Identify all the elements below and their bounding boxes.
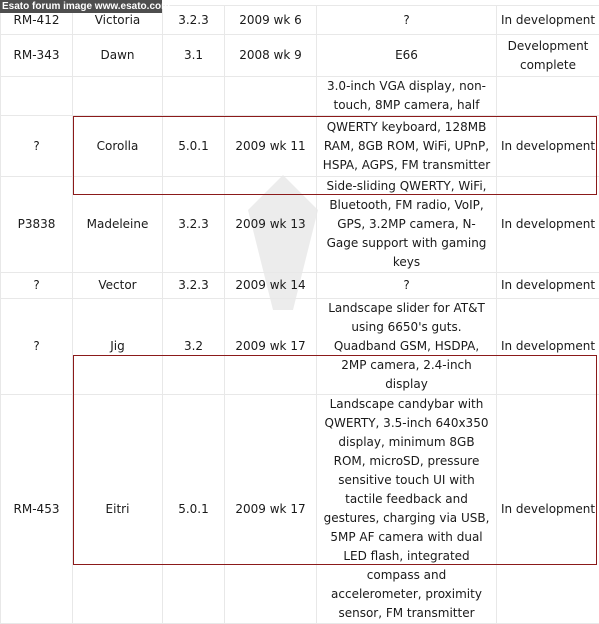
device-description: 3.0-inch VGA display, non-touch, 8MP camera, half <box>317 77 497 116</box>
device-description: ? <box>317 273 497 299</box>
device-description: Landscape candybar with QWERTY, 3.5-inch 640x350 display, minimum 8GB ROM, microSD, pressure sensitive touch UI with tactile feedback and gestures, charging via USB, 5MP AF camera with dual LED flash, integrated compass and accelerometer, proximity sensor, FM transmitter <box>317 395 497 624</box>
dev-status: In development <box>497 6 599 35</box>
device-code: ? <box>1 273 73 299</box>
device-name: Dawn <box>73 35 163 77</box>
device-name: Madeleine <box>73 177 163 273</box>
release-date: 2009 wk 17 <box>225 395 317 624</box>
dev-status: In development <box>497 116 599 177</box>
device-description: QWERTY keyboard, 128MB RAM, 8GB ROM, WiFi, UPnP, HSPA, AGPS, FM transmitter <box>317 116 497 177</box>
device-description: E66 <box>317 35 497 77</box>
device-code: RM-412 <box>1 6 73 35</box>
device-code: RM-343 <box>1 35 73 77</box>
table-row <box>1 77 599 116</box>
device-code: ? <box>1 299 73 395</box>
release-date: 2009 wk 6 <box>225 6 317 35</box>
table-row <box>1 395 599 624</box>
os-version: 5.0.1 <box>163 116 225 177</box>
dev-status: In development <box>497 177 599 273</box>
release-date: 2009 wk 11 <box>225 116 317 177</box>
os-version: 3.2.3 <box>163 177 225 273</box>
device-name: Corolla <box>73 116 163 177</box>
table-row <box>1 299 599 395</box>
table-row <box>1 35 599 77</box>
os-version: 3.2.3 <box>163 273 225 299</box>
device-code <box>1 77 73 116</box>
device-name: Jig <box>73 299 163 395</box>
device-name <box>73 77 163 116</box>
device-name: Eitri <box>73 395 163 624</box>
device-code: RM-453 <box>1 395 73 624</box>
dev-status: In development <box>497 299 599 395</box>
os-version: 3.1 <box>163 35 225 77</box>
device-description: Side-sliding QWERTY, WiFi, Bluetooth, FM radio, VoIP, GPS, 3.2MP camera, N-Gage support with gaming keys <box>317 177 497 273</box>
watermark-banner: Esato forum image www.esato.com <box>0 0 162 13</box>
table-row <box>1 116 599 177</box>
table-row <box>1 273 599 299</box>
device-description: Landscape slider for AT&T using 6650's guts. Quadband GSM, HSDPA, 2MP camera, 2.4-inch display <box>317 299 497 395</box>
device-name: Vector <box>73 273 163 299</box>
os-version: 3.2 <box>163 299 225 395</box>
release-date <box>225 77 317 116</box>
release-date: 2009 wk 17 <box>225 299 317 395</box>
os-version <box>163 77 225 116</box>
release-date: 2008 wk 9 <box>225 35 317 77</box>
device-code: P3838 <box>1 177 73 273</box>
release-date: 2009 wk 13 <box>225 177 317 273</box>
release-date: 2009 wk 14 <box>225 273 317 299</box>
device-description: ? <box>317 6 497 35</box>
device-roadmap-table <box>0 5 599 624</box>
device-name: Victoria <box>73 6 163 35</box>
table-row <box>1 177 599 273</box>
dev-status: Development complete <box>497 35 599 77</box>
dev-status: In development <box>497 273 599 299</box>
device-code: ? <box>1 116 73 177</box>
os-version: 5.0.1 <box>163 395 225 624</box>
dev-status: In development <box>497 395 599 624</box>
dev-status <box>497 77 599 116</box>
os-version: 3.2.3 <box>163 6 225 35</box>
